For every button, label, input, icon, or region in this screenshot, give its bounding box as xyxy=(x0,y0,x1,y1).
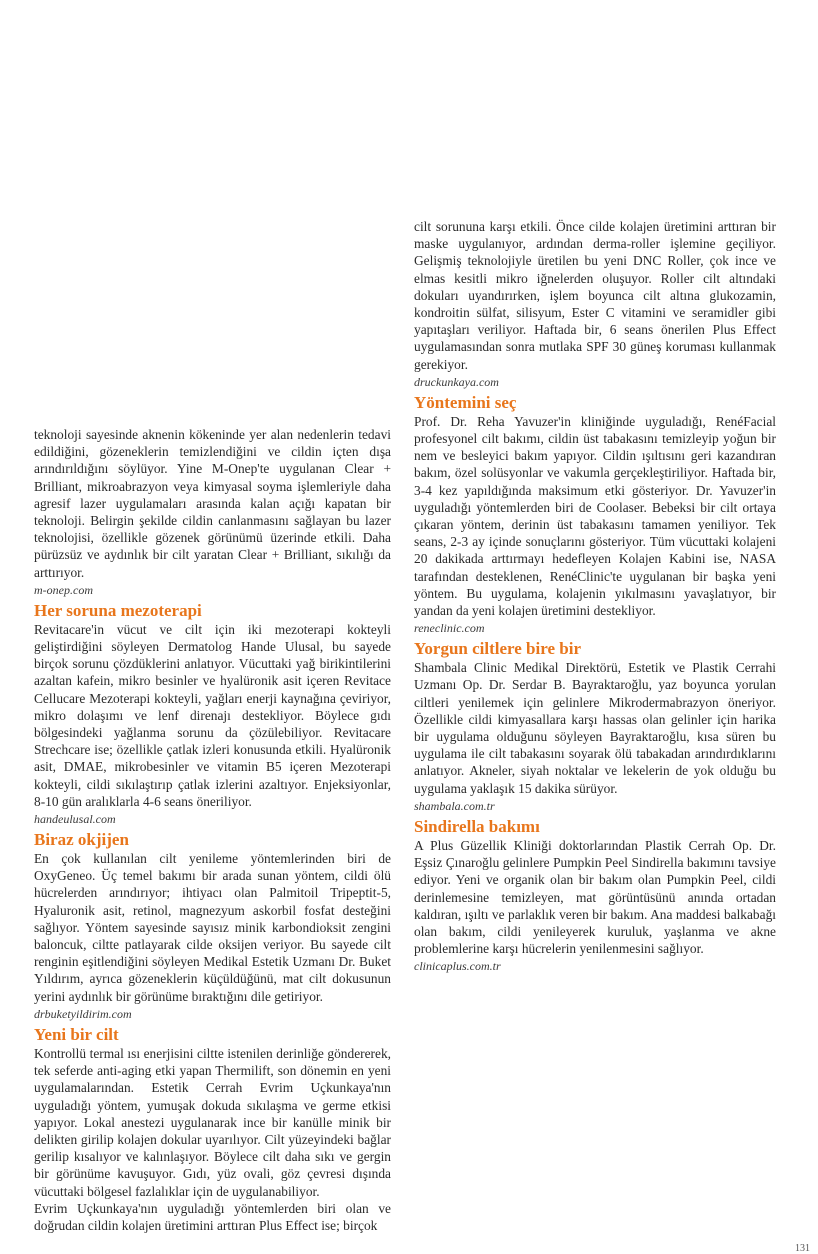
section-heading-yeni-cilt: Yeni bir cilt xyxy=(34,1024,119,1044)
source-credit: shambala.com.tr xyxy=(414,798,495,813)
section-heading-oksijen: Biraz okjijen xyxy=(34,830,129,850)
continuation-paragraph: cilt sorununa karşı etkili. Önce cilde kolajen üretimini arttıran bir maske uygulanıyor, ardından derma-roller işlemine geçiliyor. Gelişmiş teknolojiyle üretilen bu yeni DNC Roller, çok ince ve elmas kesitli mikro iğnelerden oluşuyor. Roller cilt altındaki dokuları uyandırırken, işlem boyunca cilt altına glukozamin, kondroitin sülfat, silisyum, Ester C vitamini ve seramidler gibi yapıtaşları veriliyor. Haftada bir, 6 seans önerilen Plus Effect uygulamasından sonra mutlaka SPF 30 güneş koruması kullanmak gerekiyor. xyxy=(414,219,776,372)
sindirella-paragraph: A Plus Güzellik Kliniği doktorlarından Plastik Cerrah Op. Dr. Eşsiz Çınaroğlu gelinlere Pumpkin Peel Sindirella bakımını tavsiye ediyor. Yeni ve organik olan bir bakım olan Pumpkin Peel, cildi derinlemesine temizleyen, mat görüntüsünü anında ortadan kaldıran, ışıltı ve parlaklık veren bir bakım. Ana maddesi balkabağı olan bakım, cildi yenileyerek kuruluk, yaşlanma ve akne problemlerine karşı hücrelerin yenilenmesini sağlıyor. xyxy=(414,837,776,957)
oksijen-paragraph: En çok kullanılan cilt yenileme yöntemlerinden biri de OxyGeneo. Üç temel bakımı bir arada sunan yöntem, cildi ölü hücrelerden arındırıyor; ihtiyacı olan Palmitoil Tripeptit-5, Hyaluronik asit, retinol, magnezyum askorbil fosfat desteğini sağlıyor. Yöntem sayesinde sayısız minik karbondioksit zengini baloncuk, ciltte patlayarak cilde oksijen veriyor. Bu sayede cilt renginin eşitlendiğini söyleyen Medikal Estetik Uzmanı Dr. Buket Yıldırım, ayrıca gözeneklerin küçüldüğünü, mat cilt dokusunun yerini aydınlık bir görünüme bıraktığını dile getiriyor. xyxy=(34,851,391,1004)
source-credit: handeulusal.com xyxy=(34,812,116,827)
section-heading-yontem: Yöntemini seç xyxy=(414,392,517,412)
page-number: 131 xyxy=(795,1243,810,1254)
yeni-cilt-paragraph-2: Evrim Uçkunkaya'nın uyguladığı yöntemlerden biri olan ve doğrudan cildin kolajen üretimini arttıran Plus Effect ise; birçok xyxy=(34,1200,391,1233)
section-heading-sindirella: Sindirella bakımı xyxy=(414,816,540,836)
right-column xyxy=(414,218,776,974)
source-credit: clinicaplus.com.tr xyxy=(414,959,501,974)
source-credit: drbuketyildirim.com xyxy=(34,1006,132,1021)
yontem-paragraph: Prof. Dr. Reha Yavuzer'in kliniğinde uyguladığı, RenéFacial profesyonel cilt bakımı, cildin üst tabakasını temizleyip yoğun bir nem ve besleyici bakım yapıyor. Cildin ışıltısını geri kazandıran bakım, özel solüsyonlar ve vakumla gerçekleştiriliyor. Haftada bir, 3-4 kez yapıldığında maksimum etki gösteriyor. Dr. Yavuzer'in uyguladığı yöntemlerden biri de Coolaser. Bebeksi bir cilt ortaya çıkaran yöntem, derinin üst tabakasını tamamen yeniliyor. Tek seans, 2-3 ay içinde sonuçlarını gösteriyor. Tüm vücuttaki kolajeni 20 dakikada arttırmayı hedefleyen Kolajen Kabini ise, NASA tarafından desteklenen, RenéClinic'te uygulanan bir başka yeni yöntem. Bu uygulama, kolajenin yıkılmasını yavaşlatıyor, bir yandan da yeni kolajen üretimini destekliyor. xyxy=(414,413,776,619)
mezoterapi-paragraph: Revitacare'in vücut ve cilt için iki mezoterapi kokteyli geliştirdiğini söyleyen Dermatolog Hande Ulusal, bu sayede birçok sorunu çözdüklerini anlatıyor. Vücuttaki yağ birikintilerini azaltan kafein, mikro besinler ve hyalüronik asit içeren Revitace Cellucare Mezoterapi kokteyli, yağları enerji kaynağına çeviriyor, mikro dolaşımı ve lenf direnajı destekliyor. Böylece gıdı bölgesindeki yağlanma sorunu da çözülebiliyor. Revitacare Strechcare ise; özellikle çatlak izleri konusunda etkili. Hyalüronik asit, DMAE, mikrobesinler ve vitamin B5 içeren Mezoterapi kokteyli, cildi sıkılaştırıp çatlak izlerini azaltıyor. Enjeksiyonlar, 8-10 gün aralıklarla 4-6 seans öneriliyor. xyxy=(34,621,391,809)
intro-paragraph: teknoloji sayesinde aknenin kökeninde yer alan nedenlerin tedavi edildiğini, gözeneklerin temizlendiğini ve cildin içten dışa arındırıldığını söylüyor. Yine M-Onep'te uygulanan Clear + Brilliant, mikroabrazyon veya kimyasal soyma işlemleriyle daha agresif lazer uygulamaları arasında kalan açığı kapatan bir teknoloji. Belirgin şekilde cildin canlanmasını sağlayan bu lazer teknolojisi, özellikle gözenek görünümü üzerinde etkili. Daha pürüzsüz ve aydınlık bir cilt yaratan Clear + Brilliant, sıkılığı da arttırıyor. xyxy=(34,427,391,580)
source-credit: reneclinic.com xyxy=(414,621,485,636)
source-credit: m-onep.com xyxy=(34,582,93,597)
section-heading-yorgun: Yorgun ciltlere bire bir xyxy=(414,639,581,659)
source-credit: druckunkaya.com xyxy=(414,374,499,389)
yorgun-paragraph: Shambala Clinic Medikal Direktörü, Estetik ve Plastik Cerrahi Uzmanı Op. Dr. Serdar B. Bayraktaroğlu, yaz boyunca yorulan ciltleri yenilemek için gelinlere Mikrodermabrazyon öneriyor. Özellikle cildi kimyasallara karşı hassas olan gelinler için harika bir uygulama olduğunu söyleyen Bayraktaroğlu, kısa süren bu uygulama ile cilt tabakasını soyarak ölü tabakadan arındırdıklarını anlatıyor. Akneler, siyah noktalar ve lekelerin de yok olduğu bu uygulama yaklaşık 15 dakika sürüyor. xyxy=(414,660,776,796)
section-heading-mezoterapi: Her soruna mezoterapi xyxy=(34,600,202,620)
yeni-cilt-paragraph-1: Kontrollü termal ısı enerjisini ciltte istenilen derinliğe göndererek, tek seferde anti-aging etki yapan Thermilift, son dönemin en yeni uygulamalarından. Estetik Cerrah Evrim Uçkunkaya'nın uyguladığı yöntem, yumuşak dokuda sıkılaşma ve germe etkisi yapıyor. Lokal anestezi uygulanarak ince bir kanülle minik bir delikten girilip kolajen dokular uyarılıyor. Cilt yüzeyindeki bağlar gerilip kısalıyor ve kalınlaşıyor. Böylece cilt daha sıkı ve gergin bir görünüme kavuşuyor. Gıdı, yüz ovali, göz çevresi dışında vücuttaki bölgesel fazlalıklar için de uygulanabiliyor. xyxy=(34,1045,391,1199)
left-column xyxy=(34,426,391,1234)
